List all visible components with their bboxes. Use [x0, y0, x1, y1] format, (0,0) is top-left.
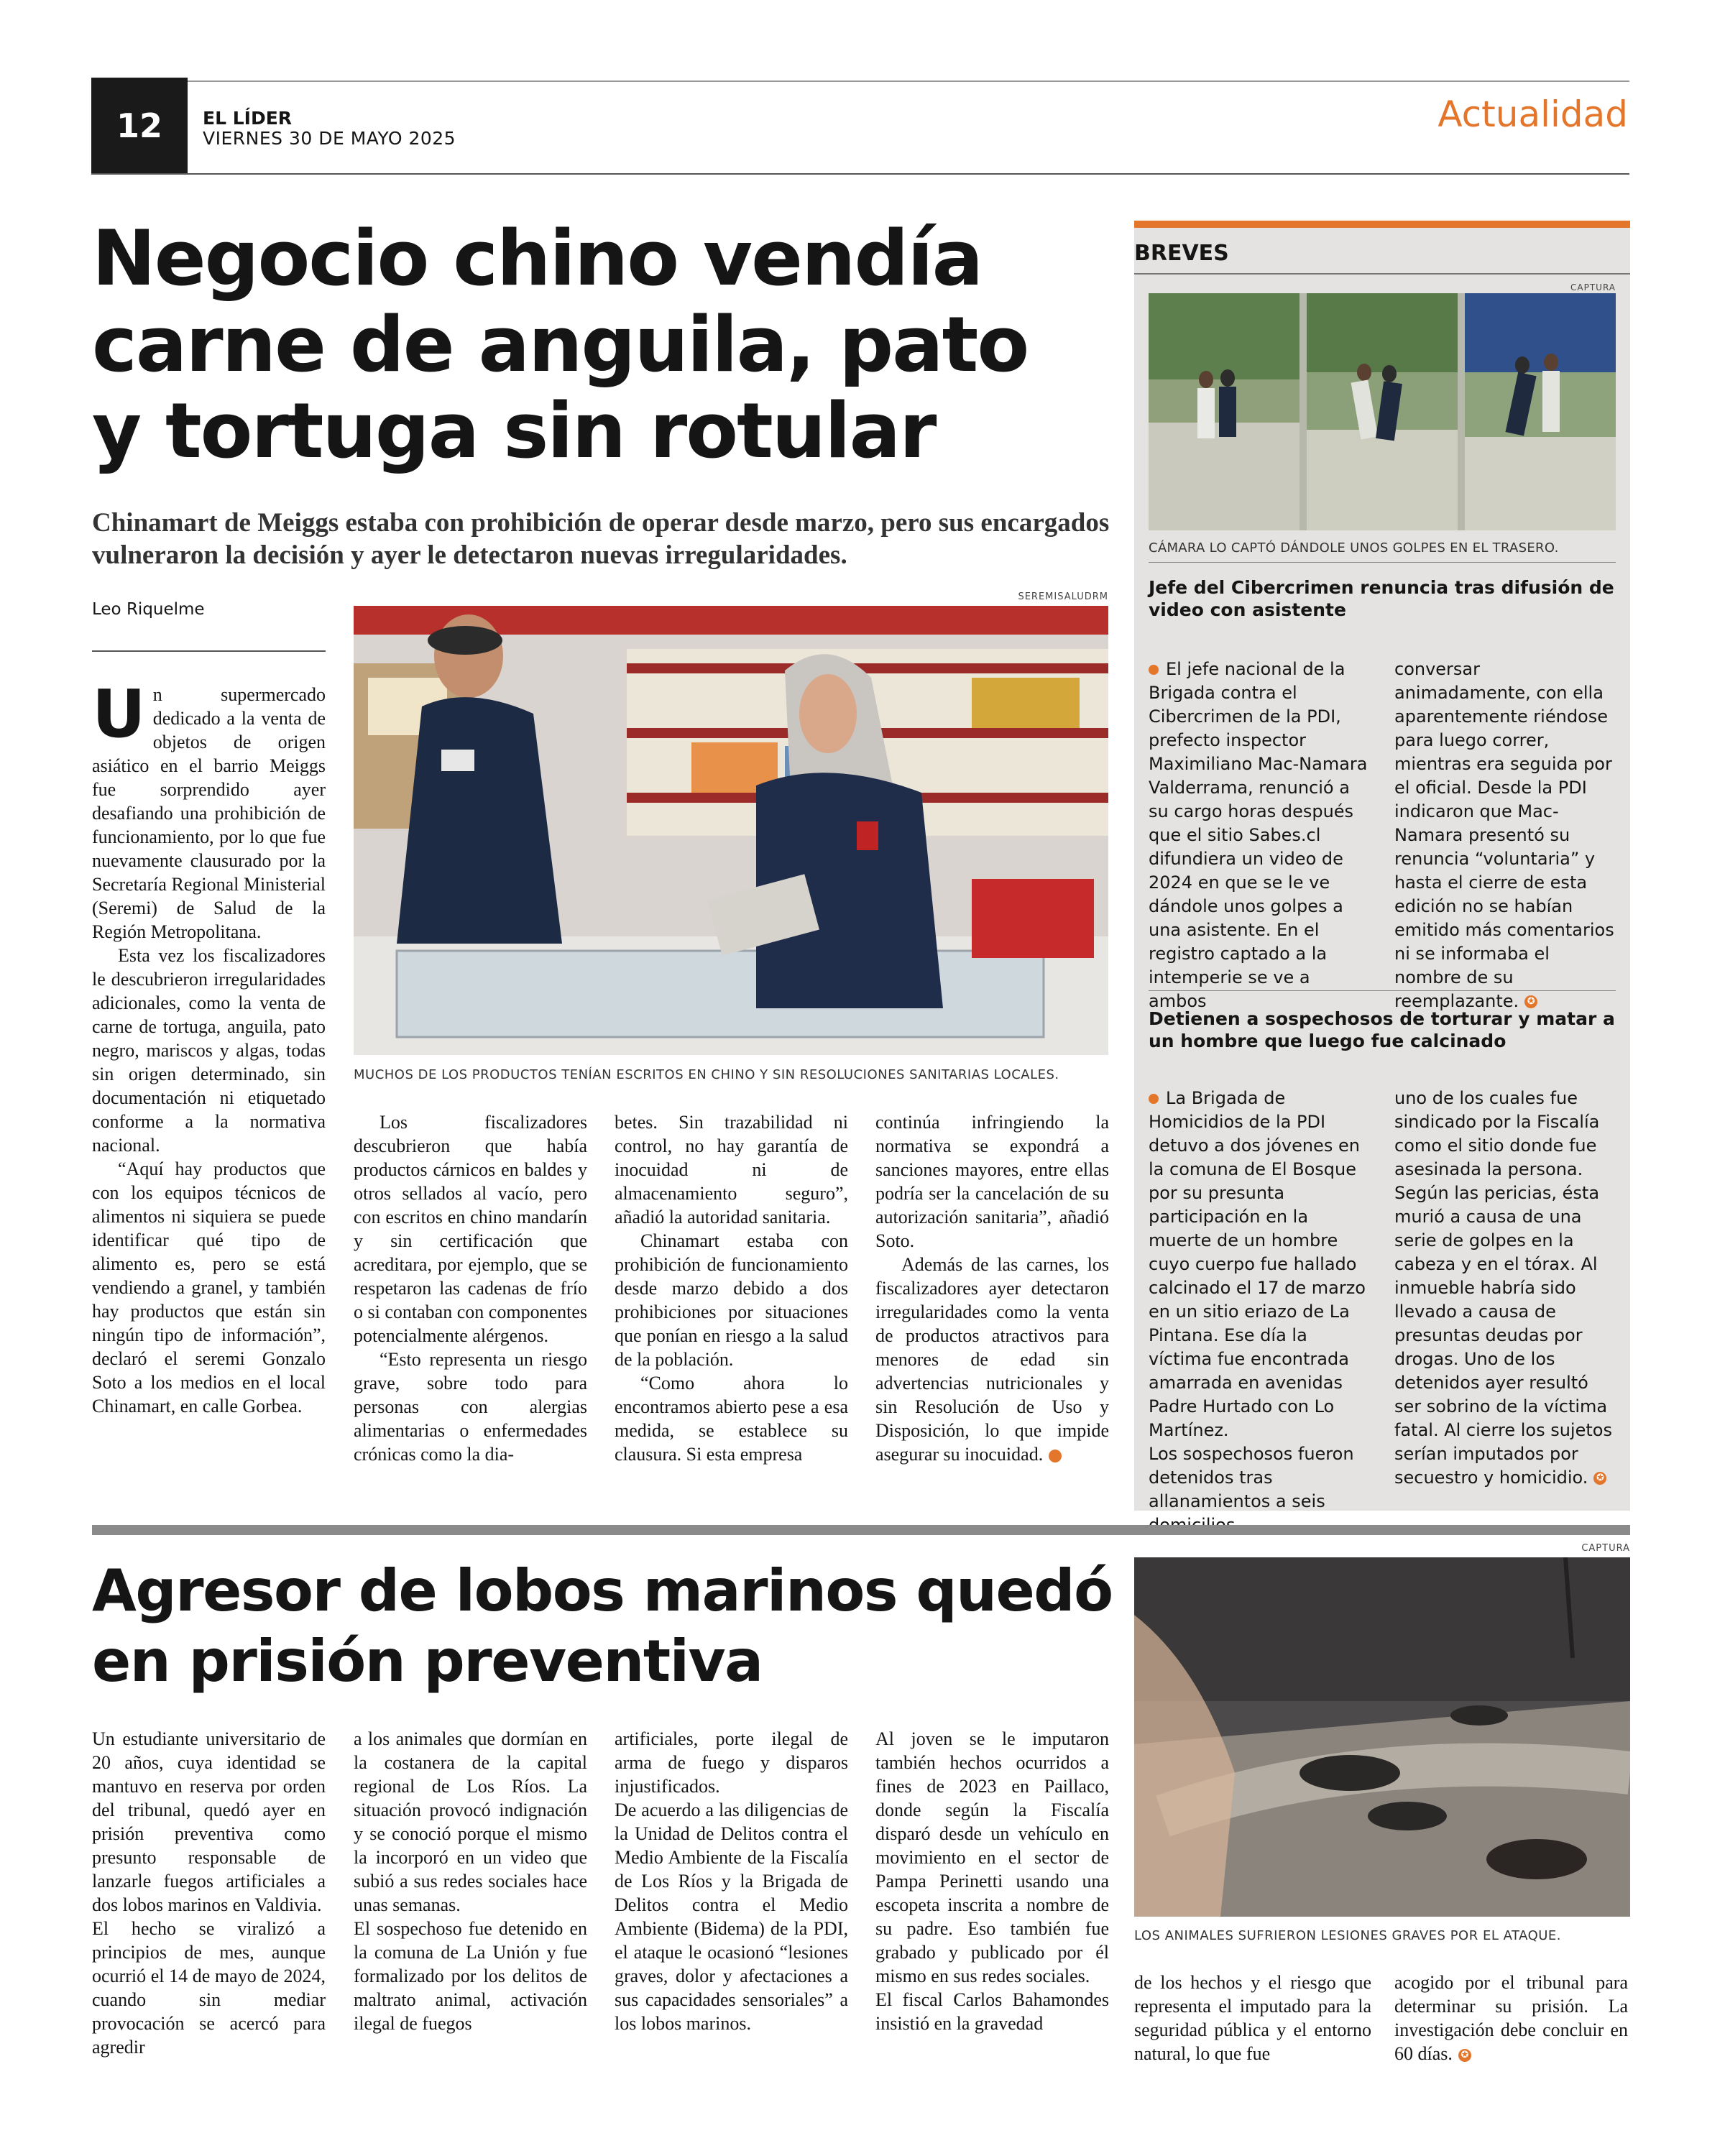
dropcap: U — [92, 676, 146, 752]
paragraph: Un estudiante universitario de 20 años, cuya identidad se mantuvo en reserva por orden del tribunal, quedó ayer en prisión preventiva como presunto responsable de lanzarle fuegos artificiales a dos lobos marinos en Valdivia. — [92, 1728, 326, 1915]
brief-1-column-1 — [1149, 658, 1368, 1013]
photo-caption: CÁMARA LO CAPTÓ DÁNDOLE UNOS GOLPES EN EL TRASERO. — [1149, 540, 1559, 556]
byline-rule — [92, 650, 326, 652]
paragraph: “Esto representa un riesgo grave, sobre todo para personas con alergias alimentarias o enfermedades crónicas como la dia- — [354, 1349, 587, 1465]
paragraph: “Como ahora lo encontramos abierto pese a esa medida, se establece su clausura. Si esta empresa — [615, 1373, 848, 1465]
brief-2-column-2 — [1394, 1087, 1617, 1490]
bottom-column-2 — [354, 1727, 587, 2035]
brief-2-headline: Detienen a sospechosos de torturar y matar a un hombre que luego fue calcinado — [1149, 1008, 1615, 1051]
end-of-article-icon: ✪ — [1049, 1450, 1062, 1462]
frame-3 — [1465, 293, 1616, 530]
paragraph: “Aquí hay productos que con los equipos técnicos de alimentos ni siquiera se puede identificar qué tipo de alimento es, pero se está vendiendo a granel, y también hay productos que están sin ningún tipo de información”, declaró el seremi Gonzalo Soto a los medios en el local Chinamart, en calle Gorbea. — [92, 1158, 326, 1416]
header-rule — [91, 173, 1629, 175]
supermarket-inspection-photo — [354, 606, 1108, 1055]
paragraph: betes. Sin trazabilidad ni control, no hay garantía de inocuidad ni de almacenamiento seguro”, añadió la autoridad sanitaria. — [615, 1112, 848, 1227]
publication-date: VIERNES 30 DE MAYO 2025 — [203, 128, 456, 149]
main-column-1 — [92, 676, 326, 1418]
paragraph: Los sospechosos fueron detenidos tras allanamientos a seis — [1149, 1444, 1354, 1511]
page-number: 12 — [91, 78, 188, 174]
paragraph: de los hechos y el riesgo que representa el imputado para la seguridad pública y el entorno natural, lo que fue — [1134, 1972, 1371, 2064]
breves-title-text: BREVES — [1134, 241, 1229, 266]
bullet-icon — [1149, 1094, 1159, 1104]
paragraph: artificiales, porte ilegal de arma de fuego y disparos injustificados. — [615, 1728, 848, 1797]
paragraph: acogido por el tribunal para determinar su prisión. La investigación debe concluir en 60 días. — [1394, 1972, 1628, 2064]
section-label: Actualidad — [1438, 93, 1628, 135]
sea-lions-video-still — [1134, 1557, 1630, 1917]
brief-divider — [1149, 562, 1616, 563]
main-deck: Chinamart de Meiggs estaba con prohibición de operar desde marzo, pero sus encargados vulneraron la decisión y ayer le detectaron nuevas irregularidades. — [92, 508, 1110, 570]
paragraph: uno de los cuales fue sindicado por la Fiscalía como el sitio donde fue asesinada la persona. Según las pericias, ésta murió a causa de una serie de golpes en la cabeza y en el tórax. Al inmueble habría sido llevado a causa de presuntas deudas por drogas. Uno de los detenidos ayer resultó ser sobrino de la víctima fatal. Al cierre los sujetos serían imputados por secuestro y homicidio. — [1394, 1088, 1612, 1488]
bottom-column-4 — [875, 1727, 1109, 2035]
bottom-headline: Agresor de lobos marinos quedó en prisión preventiva — [92, 1557, 1113, 1695]
end-of-article-icon: ✪ — [1524, 995, 1537, 1008]
photo-credit: CAPTURA — [1570, 282, 1616, 292]
photo-caption: MUCHOS DE LOS PRODUCTOS TENÍAN ESCRITOS EN CHINO Y SIN RESOLUCIONES SANITARIAS LOCALES. — [354, 1067, 1059, 1082]
byline: Leo Riquelme — [92, 600, 205, 619]
breves-title — [1134, 241, 1630, 266]
cctv-sequence-photo — [1149, 293, 1616, 530]
frame-2 — [1307, 293, 1458, 530]
main-column-2 — [354, 1110, 587, 1466]
paragraph: conversar animadamente, con ella aparentemente riéndose para luego correr, mientras era seguida por el oficial. Desde la PDI indicaron que Mac-Namara presentó su renuncia “voluntaria” y hasta el cierre de esta edición no se habían emitido más comentarios ni se informaba el nombre de su reemplazante. — [1394, 659, 1614, 1011]
end-of-article-icon: ✪ — [1593, 1472, 1606, 1485]
paragraph: El sospechoso fue detenido en la comuna de La Unión y fue formalizado por los delitos de maltrato animal, activación ilegal de fuegos — [354, 1918, 587, 2034]
brief-divider — [1149, 990, 1616, 991]
paragraph: Esta vez los fiscalizadores le descubrieron irregularidades adicionales, como la venta de carne de tortuga, anguila, pato negro, mariscos y algas, todas sin origen determinado, sin documentación ni etiquetado conforme a la normativa nacional. — [92, 945, 326, 1156]
brief-1-column-2 — [1394, 658, 1617, 1013]
paragraph: La Brigada de Homicidios de la PDI detuvo a dos jóvenes en la comuna de El Bosque por su presunta participación en la muerte de un hombre cuyo cuerpo fue hallado calcinado el 17 de marzo en un sitio eriazo de La Pintana. Ese día la víctima fue encontrada amarrada en avenidas Padre Hurtado con Lo Martínez. — [1149, 1088, 1366, 1440]
paragraph: Chinamart estaba con prohibición de funcionamiento desde marzo debido a dos prohibiciones por situaciones que ponían en riesgo a la salud de la población. — [615, 1230, 848, 1370]
paragraph: Los fiscalizadores descubrieron que había productos cárnicos en baldes y otros sellados al vacío, pero con escritos en chino mandarín y sin certificación que acreditara, por ejemplo, que se respetaron las cadenas de frío o si contaban con componentes potencialmente alérgenos. — [354, 1112, 587, 1346]
top-rule — [91, 80, 1629, 82]
paragraph: Además de las carnes, los fiscalizadores ayer detectaron irregularidades como la venta de productos atractivos para menores de edad sin advertencias nutricionales y sin Resolución de Uso y Disposición, lo que impide asegurar su inocuidad. — [875, 1254, 1109, 1465]
paragraph: El hecho se viralizó a principios de mes, aunque ocurrió el 14 de mayo de 2024, cuando sin mediar provocación se acercó para agredir — [92, 1918, 326, 2058]
brief-1-headline: Jefe del Cibercrimen renuncia tras difusión de video con asistente — [1149, 577, 1614, 620]
paragraph: De acuerdo a las diligencias de la Unidad de Delitos contra el Medio Ambiente de la Fiscalía de Los Ríos y la Brigada de Delitos contra el Medio Ambiente (Bidema) de la PDI, el ataque le ocasionó “lesiones graves, dolor y afectaciones a sus capacidades sensoriales” a los lobos marinos. — [615, 1800, 848, 2034]
photo-caption: LOS ANIMALES SUFRIERON LESIONES GRAVES POR EL ATAQUE. — [1134, 1928, 1562, 1943]
paragraph: Al joven se le imputaron también hechos ocurridos a fines de 2023 en Paillaco, donde según la Fiscalía disparó desde un vehículo en movimiento en el sector de Pampa Perinetti usando una escopeta inscrita a nombre de su padre. Eso también fue grabado y publicado por él mismo en sus redes sociales. — [875, 1728, 1109, 1986]
bottom-column-3 — [615, 1727, 848, 2035]
bottom-column-1 — [92, 1727, 326, 2059]
main-column-3 — [615, 1110, 848, 1466]
paragraph: n supermercado dedicado a la venta de objetos de origen asiático en el barrio Meiggs fue sorprendido ayer desafiando una prohibición de funcionamiento, por lo que fue nuevamente clausurado por la Secretaría Regional Ministerial (Seremi) de Salud de la Región Metropolitana. — [92, 684, 326, 942]
paragraph: continúa infringiendo la normativa se expondrá a sanciones mayores, entre ellas podría ser la cancelación de su autorización sanitaria”, añadió Soto. — [875, 1112, 1109, 1251]
photo-credit: SEREMISALUDRM — [1018, 591, 1108, 602]
end-of-article-icon: ✪ — [1458, 2049, 1471, 2062]
breves-rule — [1134, 273, 1630, 275]
paragraph: El fiscal Carlos Bahamondes insistió en la gravedad — [875, 1989, 1109, 2034]
paragraph: El jefe nacional de la Brigada contra el Cibercrimen de la PDI, prefecto inspector Maximiliano Mac-Namara Valderrama, renunció a su cargo horas después que el sitio Sabes.cl difundiera un video de 2024 en que se le ve dándole unos golpes a una asistente. En el registro captado a la intemperie se ve a ambos — [1149, 659, 1368, 1011]
frame-1 — [1149, 293, 1300, 530]
photo-credit: CAPTURA — [1581, 1543, 1630, 1554]
section-divider — [92, 1525, 1630, 1535]
bullet-icon — [1149, 665, 1159, 675]
paragraph: a los animales que dormían en la costanera de la capital regional de Los Ríos. La situación provocó indignación y se conoció porque el mismo la incorporó en un video que subió a sus redes sociales hace unas semanas. — [354, 1728, 587, 1915]
publication-name: EL LÍDER — [203, 108, 293, 129]
brief-2-column-1 — [1149, 1087, 1368, 1537]
bottom-column-5 — [1134, 1971, 1371, 2065]
main-column-4 — [875, 1110, 1109, 1466]
bottom-column-6 — [1394, 1971, 1628, 2065]
main-headline: Negocio chino vendía carne de anguila, pato y tortuga sin rotular — [92, 214, 1029, 475]
